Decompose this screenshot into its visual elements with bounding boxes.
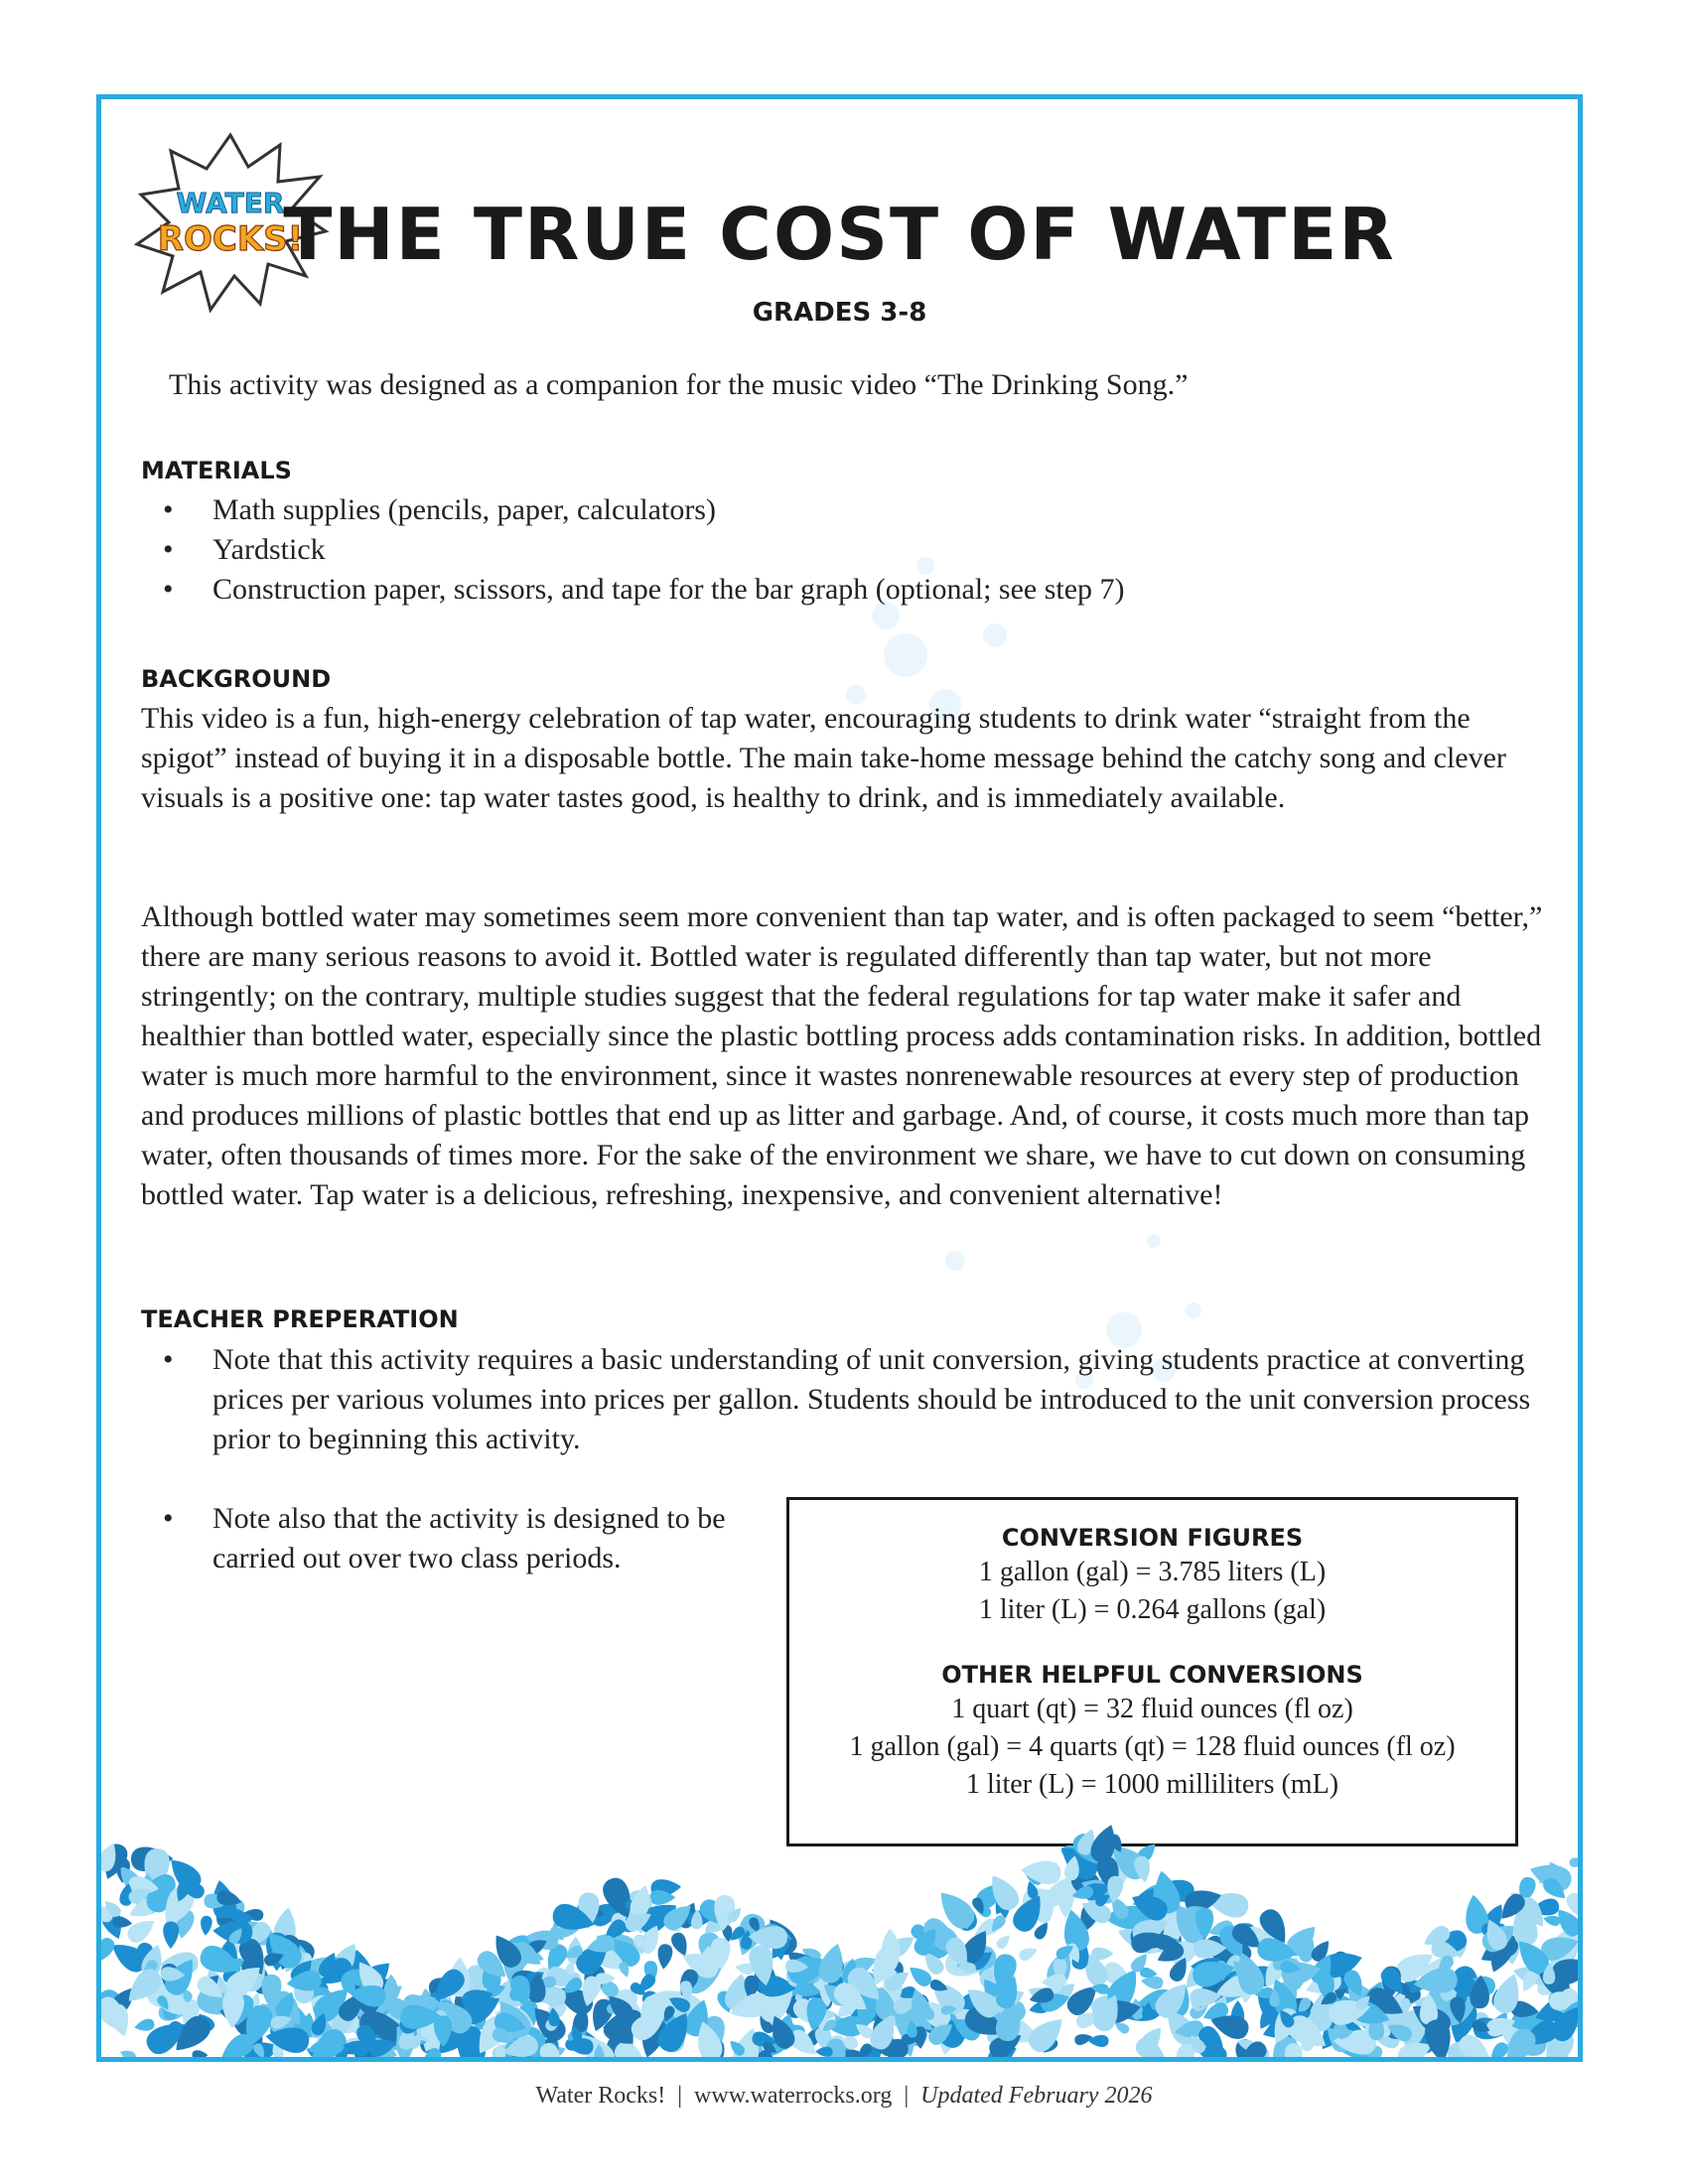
page-frame [96,94,1583,2062]
footer [0,2083,1688,2110]
water-drop-icon [163,1921,179,1949]
conversion-line: 1 quart (qt) = 32 fluid ounces (fl oz) [951,1694,1353,1724]
materials-heading: MATERIALS [141,457,292,484]
conversion-heading: CONVERSION FIGURES [1001,1524,1304,1552]
conversion-box [786,1497,1518,1846]
teacher-list-2 [141,1499,757,1578]
other-conversions-heading: OTHER HELPFUL CONVERSIONS [941,1661,1363,1689]
logo-text-rocks: ROCKS! [157,219,304,259]
water-drop-icon [1542,1914,1561,1928]
intro-text: This activity was designed as a companion for the music video “The Drinking Song.” [169,368,1189,401]
water-drop-icon [1020,1858,1061,1885]
water-drop-icon [1133,1854,1153,1883]
footer-updated: Updated February 2026 [920,2083,1153,2109]
water-drop-icon [815,2047,833,2057]
teacher-heading: TEACHER PREPERATION [141,1305,459,1333]
water-drop-icon [1569,1856,1578,1868]
footer-url[interactable]: www.waterrocks.org [694,2083,893,2109]
conversion-line: 1 liter (L) = 1000 milliliters (mL) [965,1769,1339,1800]
list-item: • Note that this activity requires a basic understanding of unit conversion, giving students practice at converting prices per various volumes into prices per gallon. Students should be introduced to the unit conversion process prior to beginning this activity. [141,1340,1551,1459]
list-item: • Yardstick [141,530,1531,570]
water-drop-icon [200,1915,212,1936]
page-title: THE TRUE COST OF WATER [283,193,1396,276]
teacher-list-1 [141,1340,1551,1459]
water-drop-icon [1017,1944,1040,1963]
footer-brand: Water Rocks! [535,2083,666,2109]
conversion-line: 1 gallon (gal) = 3.785 liters (L) [978,1557,1327,1587]
background-paragraph-1: This video is a fun, high-energy celebration of tap water, encouraging students to drink water “straight from the spigot” instead of buying it in a disposable bottle. The main take-home message behind the catchy song and clever visuals is a positive one: tap water tastes good, is healthy to drink, and is immediately available. [141,702,1506,814]
water-drop-icon [192,2050,208,2057]
background-heading: BACKGROUND [141,665,332,693]
materials-list [141,490,1531,610]
footer-separator: | [677,2083,683,2109]
water-drop-icon [383,1975,398,2000]
water-drop-icon [118,2047,137,2057]
logo-text-water: WATER [176,187,285,219]
water-drop-icon [124,1914,160,1947]
grades-label: GRADES 3-8 [752,298,927,328]
list-item: • Math supplies (pencils, paper, calculators) [141,490,1531,530]
list-item: • Construction paper, scissors, and tape for the bar graph (optional; see step 7) [141,570,1531,610]
footer-separator: | [904,2083,910,2109]
list-item: • Note also that the activity is designed to be carried out over two class periods. [141,1499,757,1578]
conversion-line: 1 liter (L) = 0.264 gallons (gal) [978,1594,1327,1625]
conversion-line: 1 gallon (gal) = 4 quarts (qt) = 128 fluid ounces (fl oz) [849,1731,1456,1762]
water-drops-border [101,1799,1578,2057]
background-paragraph-2: Although bottled water may sometimes seem more convenient than tap water, and is often packaged to seem “better,” there are many serious reasons to avoid it. Bottled water is regulated differently than tap water, but not more stringently; on the contrary, multiple studies suggest that the federal regulations for tap water make it safer and healthier than bottled water, especially since the plastic bottling process adds contamination risks. In addition, bottled water is much more harmful to the environment, since it wastes nonrenewable resources at every step of production and produces millions of plastic bottles that end up as litter and garbage. And, of course, it costs much more than tap water, often thousands of times more. For the sake of the environment we share, we have to cut down on consuming bottled water. Tap water is a delicious, refreshing, inexpensive, and convenient alternative! [141,900,1543,1211]
water-drop-icon [133,2018,155,2034]
water-drop-icon [995,1932,1014,1951]
water-drop-icon [656,1944,673,1971]
